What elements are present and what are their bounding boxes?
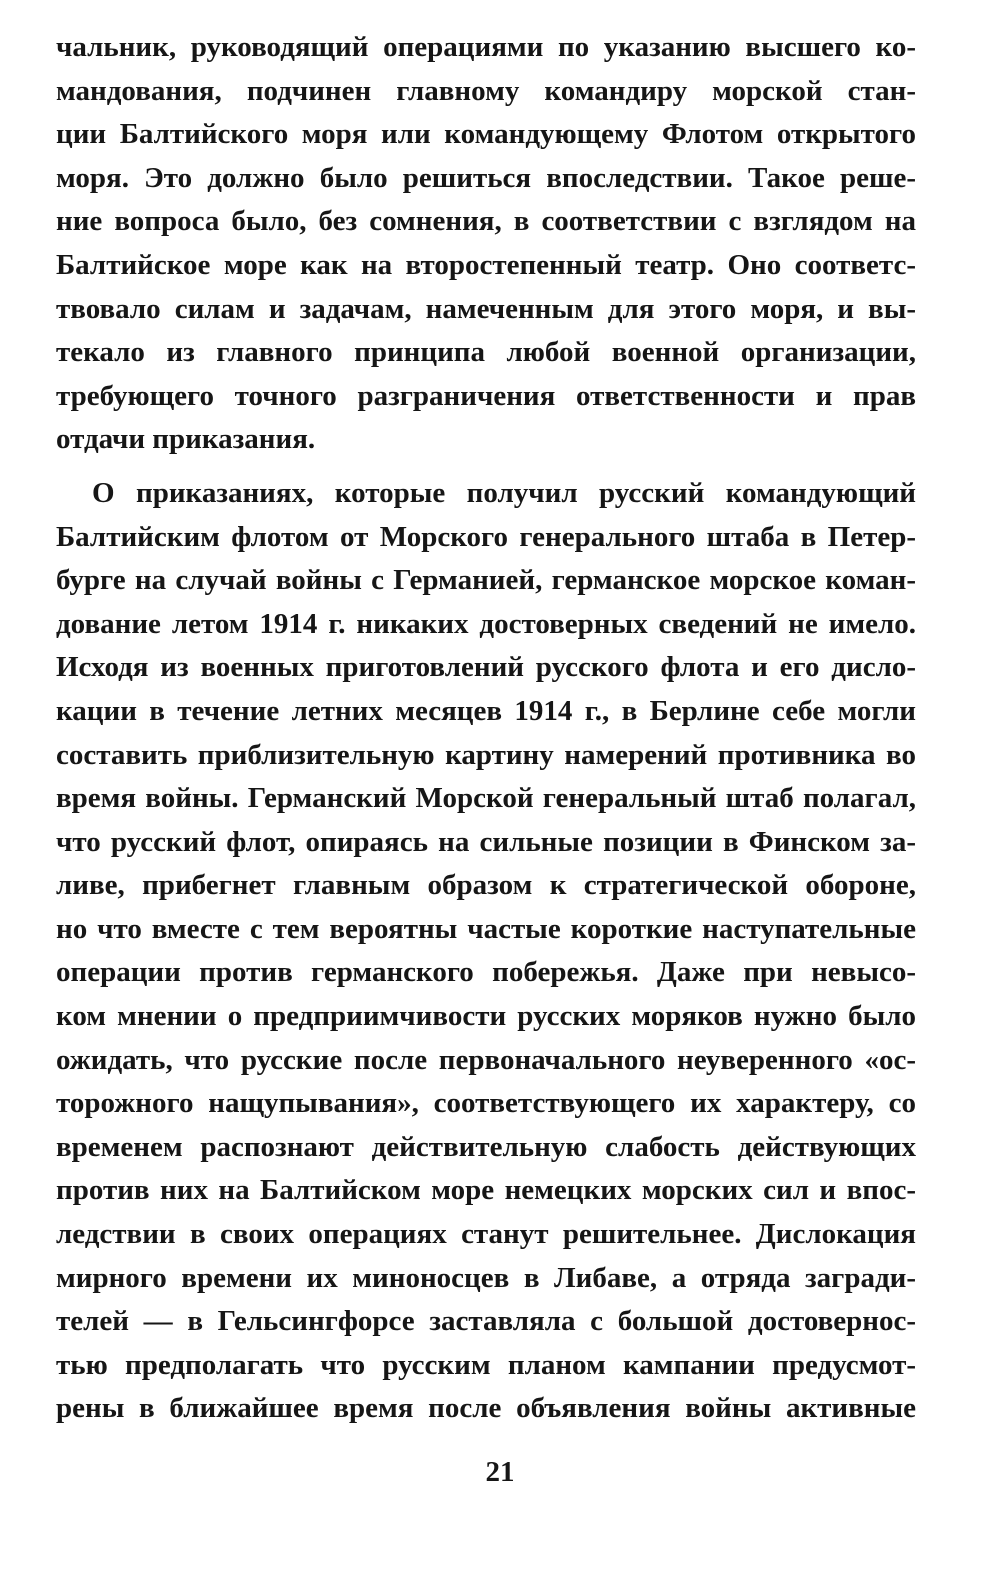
text-line: Исходя из военных приготовлений русского флота и его дисло- bbox=[56, 651, 916, 684]
text-line: дование летом 1914 г. никаких достоверных сведений не имело. bbox=[56, 607, 916, 640]
text-line: тью предполагать что русским планом кампании предусмот- bbox=[56, 1348, 916, 1381]
text-line: ледствии в своих операциях станут решительнее. Дислокация bbox=[56, 1218, 916, 1251]
text-line: мандования, подчинен главному командиру морской стан- bbox=[56, 74, 916, 107]
text-line: ние вопроса было, без сомнения, в соответствии с взглядом на bbox=[56, 205, 916, 238]
text-line: чальник, руководящий операциями по указанию высшего ко- bbox=[56, 31, 916, 63]
text-line: требующего точного разграничения ответственности и прав bbox=[56, 379, 916, 412]
text-line: твовало силам и задачам, намеченным для этого моря, и вы- bbox=[56, 292, 916, 325]
text-line: бурге на случай войны с Германией, германское морское коман- bbox=[56, 564, 916, 597]
text-line: рены в ближайшее время после объявления войны активные bbox=[56, 1392, 916, 1425]
text-line: составить приблизительную картину намерений противника во bbox=[56, 738, 916, 771]
body-text bbox=[56, 26, 916, 1431]
text-line: операции против германского побережья. Даже при невысо- bbox=[56, 956, 916, 989]
text-line: время войны. Германский Морской генеральный штаб полагал, bbox=[56, 782, 916, 815]
page-number: 21 bbox=[485, 1456, 515, 1488]
text-line: текало из главного принципа любой военной организации, bbox=[56, 336, 916, 369]
text-line: против них на Балтийском море немецких морских сил и впос- bbox=[56, 1174, 916, 1207]
text-line: кации в течение летних месяцев 1914 г., в Берлине себе могли bbox=[56, 694, 916, 727]
text-line: моря. Это должно было решиться впоследствии. Такое реше- bbox=[56, 161, 916, 194]
text-line: временем распознают действительную слабость действующих bbox=[56, 1130, 916, 1163]
paragraph-gap bbox=[56, 462, 916, 472]
text-line: ком мнении о предприимчивости русских моряков нужно было bbox=[56, 1000, 916, 1033]
text-line: ожидать, что русские после первоначального неуверенного «ос- bbox=[56, 1043, 916, 1076]
paragraph-2 bbox=[56, 472, 916, 1431]
text-line: что русский флот, опираясь на сильные позиции в Финском за- bbox=[56, 825, 916, 858]
text-line: О приказаниях, которые получил русский командующий bbox=[92, 476, 916, 509]
text-line: ции Балтийского моря или командующему Флотом открытого bbox=[56, 118, 916, 151]
text-line: Балтийское море как на второстепенный театр. Оно соответс- bbox=[56, 248, 916, 281]
paragraph-1 bbox=[56, 26, 916, 462]
text-line: Балтийским флотом от Морского генерального штаба в Петер- bbox=[56, 520, 916, 553]
text-line: торожного нащупывания», соответствующего их характеру, со bbox=[56, 1087, 916, 1120]
text-line: ливе, прибегнет главным образом к стратегической обороне, bbox=[56, 869, 916, 902]
text-line: отдачи приказания. bbox=[56, 423, 316, 456]
text-line: но что вместе с тем вероятны частые короткие наступательные bbox=[56, 912, 916, 945]
text-line: телей — в Гельсингфорсе заставляла с большой достовернос- bbox=[56, 1305, 916, 1338]
text-line: мирного времени их миноносцев в Либаве, а отряда загради- bbox=[56, 1261, 916, 1294]
